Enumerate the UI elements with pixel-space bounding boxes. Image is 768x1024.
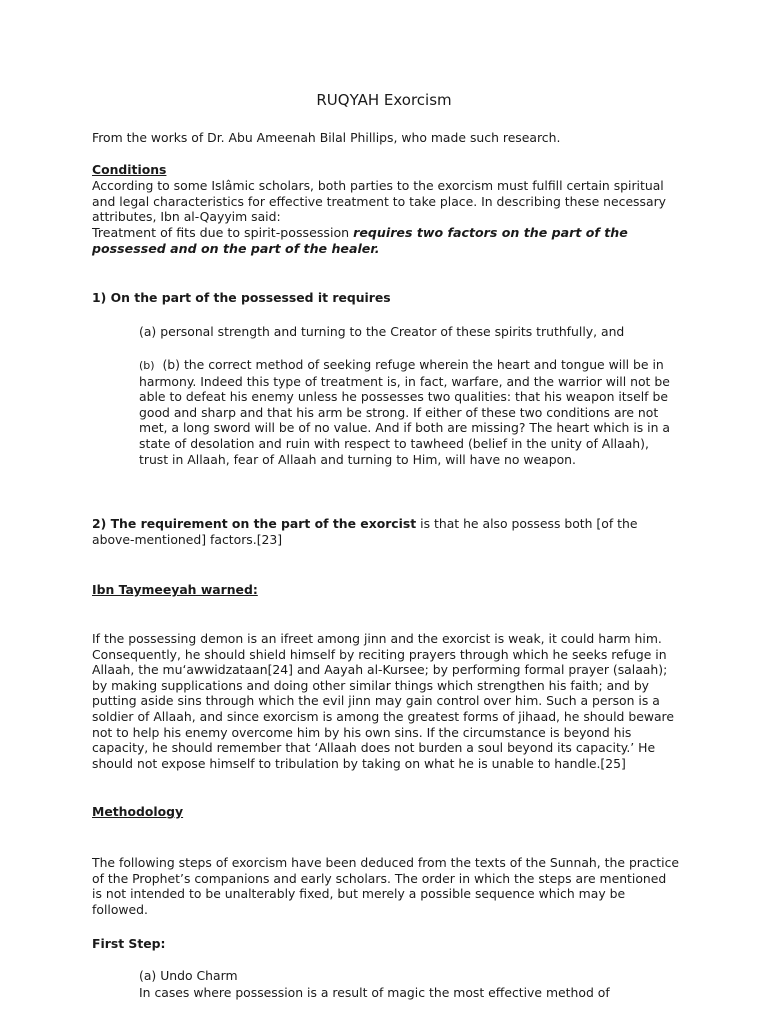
methodology-heading xyxy=(92,804,680,820)
first-step-paragraph: In cases where possession is a result of magic the most effective method of xyxy=(139,985,610,1000)
conditions-quote-bold: requires two factors on the part of the possessed and on the part of the healer. xyxy=(92,225,628,256)
taymeeyah-heading-text: Ibn Taymeeyah warned: xyxy=(92,582,258,597)
conditions-heading-text: Conditions xyxy=(92,162,167,177)
exorcist-rest: is that he also possess both [of the above-mentioned] factors.[23] xyxy=(92,516,638,547)
possessed-heading: 1) On the part of the possessed it requires xyxy=(92,290,391,305)
intro-text: From the works of Dr. Abu Ameenah Bilal Phillips, who made such research. xyxy=(92,130,561,145)
taymeeyah-heading xyxy=(92,582,680,598)
possessed-item-b xyxy=(139,357,679,467)
item-b-text: (b) the correct method of seeking refuge wherein the heart and tongue will be in harmony. Indeed this type of treatment is, in fact, warfare, and the warrior will not be able to defeat his enemy unless he possesses two qualities: that his weapon itself be good and sharp and that his arm be strong. If either of these two conditions are not met, a long sword will be of no value. And if both are missing? The heart which is in a state of desolation and ruin with respect to tawheed (belief in the unity of Allaah), trust in Allaah, fear of Allaah and turning to Him, will have no weapon. xyxy=(139,357,670,467)
first-step-item-a: (a) Undo Charm xyxy=(139,968,238,983)
exorcist-bold: 2) The requirement on the part of the exorcist xyxy=(92,516,417,531)
exorcist-requirement xyxy=(92,516,680,547)
possessed-item-a: (a) personal strength and turning to the Creator of these spirits truthfully, and xyxy=(139,324,625,339)
methodology-heading-text: Methodology xyxy=(92,804,184,819)
page-title: RUQYAH Exorcism xyxy=(316,91,452,109)
methodology-paragraph: The following steps of exorcism have been deduced from the texts of the Sunnah, the practice of the Prophet’s companions and early scholars. The order in which the steps are mentioned is not intended to be unalterably fixed, but merely a possible sequence which may be followed. xyxy=(92,855,680,917)
conditions-heading xyxy=(92,162,680,178)
item-b-marker: (b) xyxy=(139,359,155,372)
conditions-quote-plain: Treatment of fits due to spirit-possession xyxy=(92,225,354,240)
first-step-heading: First Step: xyxy=(92,936,166,951)
conditions-paragraph: According to some Islâmic scholars, both parties to the exorcism must fulfill certain spiritual and legal characteristics for effective treatment to take place. In describing these necessary attributes, Ibn al-Qayyim said: xyxy=(92,178,666,225)
conditions-quote xyxy=(92,225,680,256)
taymeeyah-paragraph: If the possessing demon is an ifreet among jinn and the exorcist is weak, it could harm him. Consequently, he should shield himself by reciting prayers through which he seeks refuge in Allaah, the mu‘awwidzataan[24] and Aayah al-Kursee; by performing formal prayer (salaah); by making supplications and doing other similar things which strengthen his faith; and by putting aside sins through which the evil jinn may gain control over him. Such a person is a soldier of Allaah, and since exorcism is among the greatest forms of jihaad, he should beware not to help his enemy overcome him by his own sins. If the circumstance is beyond his capacity, he should remember that ‘Allaah does not burden a soul beyond its capacity.’ He should not expose himself to tribulation by taking on what he is unable to handle.[25] xyxy=(92,631,674,771)
